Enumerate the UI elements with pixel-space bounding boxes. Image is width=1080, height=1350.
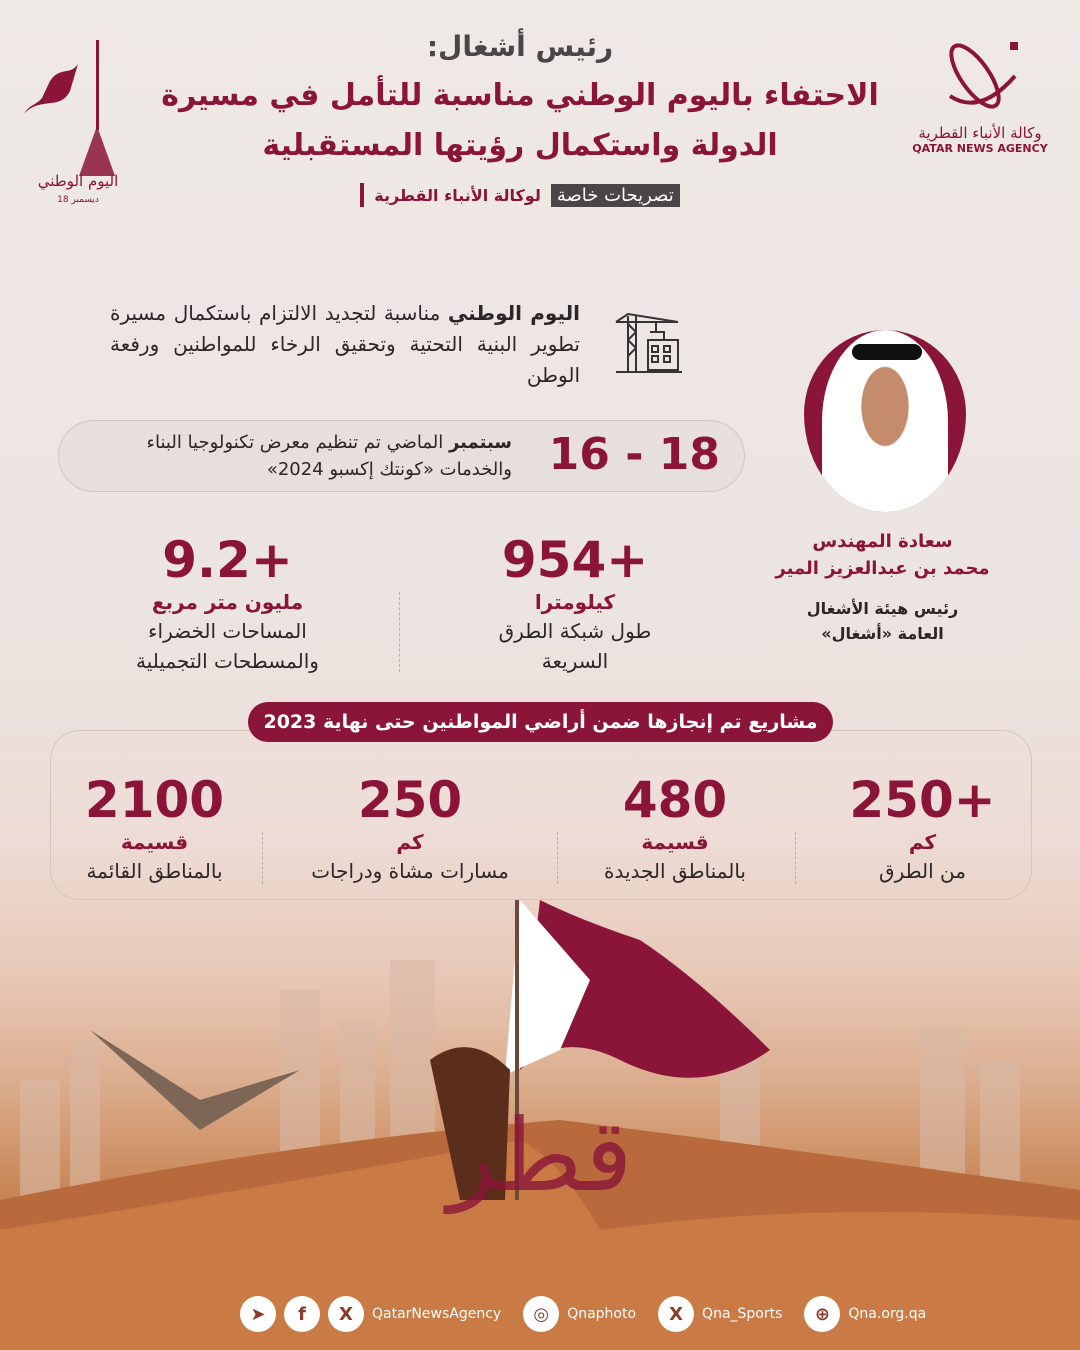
handle-qatarnewsagency[interactable]: QatarNewsAgency	[372, 1306, 502, 1322]
divider	[557, 832, 558, 884]
project-stat	[52, 772, 257, 886]
person-card	[760, 528, 1005, 646]
qna-logo-ar: وكالة الأنباء القطرية	[918, 124, 1042, 142]
divider	[262, 832, 263, 884]
page-title: الاحتفاء باليوم الوطني مناسبة للتأمل في مسيرة الدولة واستكمال رؤيتها المستقبلية	[161, 78, 879, 163]
qna-emblem-icon	[930, 36, 1030, 116]
intro-body: مناسبة لتجديد الالتزام باستكمال مسيرة تطوير البنية التحتية وتحقيق الرخاء للمواطنين ورفعة الوطن	[110, 301, 580, 387]
stat-unit: كيلومترا	[534, 590, 616, 614]
tag-label: تصريحات خاصة	[551, 184, 680, 207]
svg-text:18 ديسمبر: 18 ديسمبر	[57, 195, 99, 205]
qna-logo	[900, 36, 1060, 155]
stat-desc: بالمناطق القائمة	[86, 859, 223, 883]
project-stat	[570, 772, 780, 886]
person-role: رئيس هيئة الأشغال العامة «أشغال»	[806, 599, 959, 643]
x-icon[interactable]: X	[328, 1296, 364, 1332]
svg-text:قطر: قطر	[447, 1097, 633, 1214]
handle-qnaphoto[interactable]: Qnaphoto	[567, 1306, 637, 1322]
kicker: رئيس أشغال:	[426, 30, 614, 63]
event-date: 16 - 18	[548, 429, 720, 480]
stat-value: 9.2+	[162, 531, 293, 589]
event-text	[82, 429, 512, 483]
divider	[399, 592, 400, 672]
stat-unit: مليون متر مربع	[151, 590, 304, 614]
event-body: الماضي تم تنظيم معرض تكنولوجيا البناء والخدمات «كونتك إكسبو 2024»	[146, 432, 512, 480]
stat-value: 480	[622, 771, 728, 829]
stat-desc: مسارات مشاة ودراجات	[311, 859, 509, 883]
project-stat	[275, 772, 545, 886]
tag-line	[360, 183, 679, 207]
divider	[795, 832, 796, 884]
falcon	[90, 1030, 300, 1130]
telegram-icon[interactable]: ➤	[240, 1296, 276, 1332]
stat-desc: من الطرق	[879, 859, 966, 883]
svg-text:اليوم الوطني: اليوم الوطني	[37, 172, 119, 190]
stat-unit: كم	[908, 830, 937, 854]
intro-bold: اليوم الوطني	[447, 301, 580, 325]
x-icon[interactable]: X	[658, 1296, 694, 1332]
event-month: سبتمبر	[448, 432, 512, 453]
stat-value: 2100	[84, 771, 225, 829]
intro-text	[110, 298, 580, 391]
social-footer	[240, 1296, 926, 1332]
person-name: محمد بن عبدالعزيز المير	[775, 558, 990, 579]
stat-roads	[455, 532, 695, 676]
stat-unit: قسيمة	[120, 830, 189, 854]
tag-bar	[360, 183, 364, 207]
national-day-logo	[20, 36, 135, 206]
handle-qna-sports[interactable]: Qna_Sports	[702, 1306, 783, 1322]
stat-desc: طول شبكة الطرق السريعة	[498, 619, 652, 673]
person-photo	[804, 330, 966, 512]
stat-unit: قسيمة	[641, 830, 709, 854]
project-stat	[830, 772, 1015, 886]
stat-value: 954+	[501, 531, 649, 589]
facebook-icon[interactable]: f	[284, 1296, 320, 1332]
stat-value: 250	[357, 771, 463, 829]
crane-icon	[612, 310, 684, 376]
person-title: سعادة المهندس	[812, 531, 953, 552]
desert-scene	[0, 900, 1080, 1350]
globe-icon[interactable]: ⊕	[804, 1296, 840, 1332]
tag-source: لوكالة الأنباء القطرية	[374, 185, 541, 205]
stat-desc: بالمناطق الجديدة	[603, 859, 746, 883]
stat-green	[100, 532, 355, 676]
projects-banner: مشاريع تم إنجازها ضمن أراضي المواطنين حتى نهاية 2023	[248, 702, 833, 742]
header	[145, 30, 895, 207]
instagram-icon[interactable]: ◎	[523, 1296, 559, 1332]
stat-unit: كم	[396, 830, 424, 854]
qna-logo-en: QATAR NEWS AGENCY	[912, 142, 1048, 155]
website-link[interactable]: Qna.org.qa	[848, 1306, 927, 1322]
event-pill	[58, 420, 745, 492]
stat-desc: المساحات الخضراء والمسطحات التجميلية	[136, 619, 319, 673]
stat-value: 250+	[849, 771, 996, 829]
